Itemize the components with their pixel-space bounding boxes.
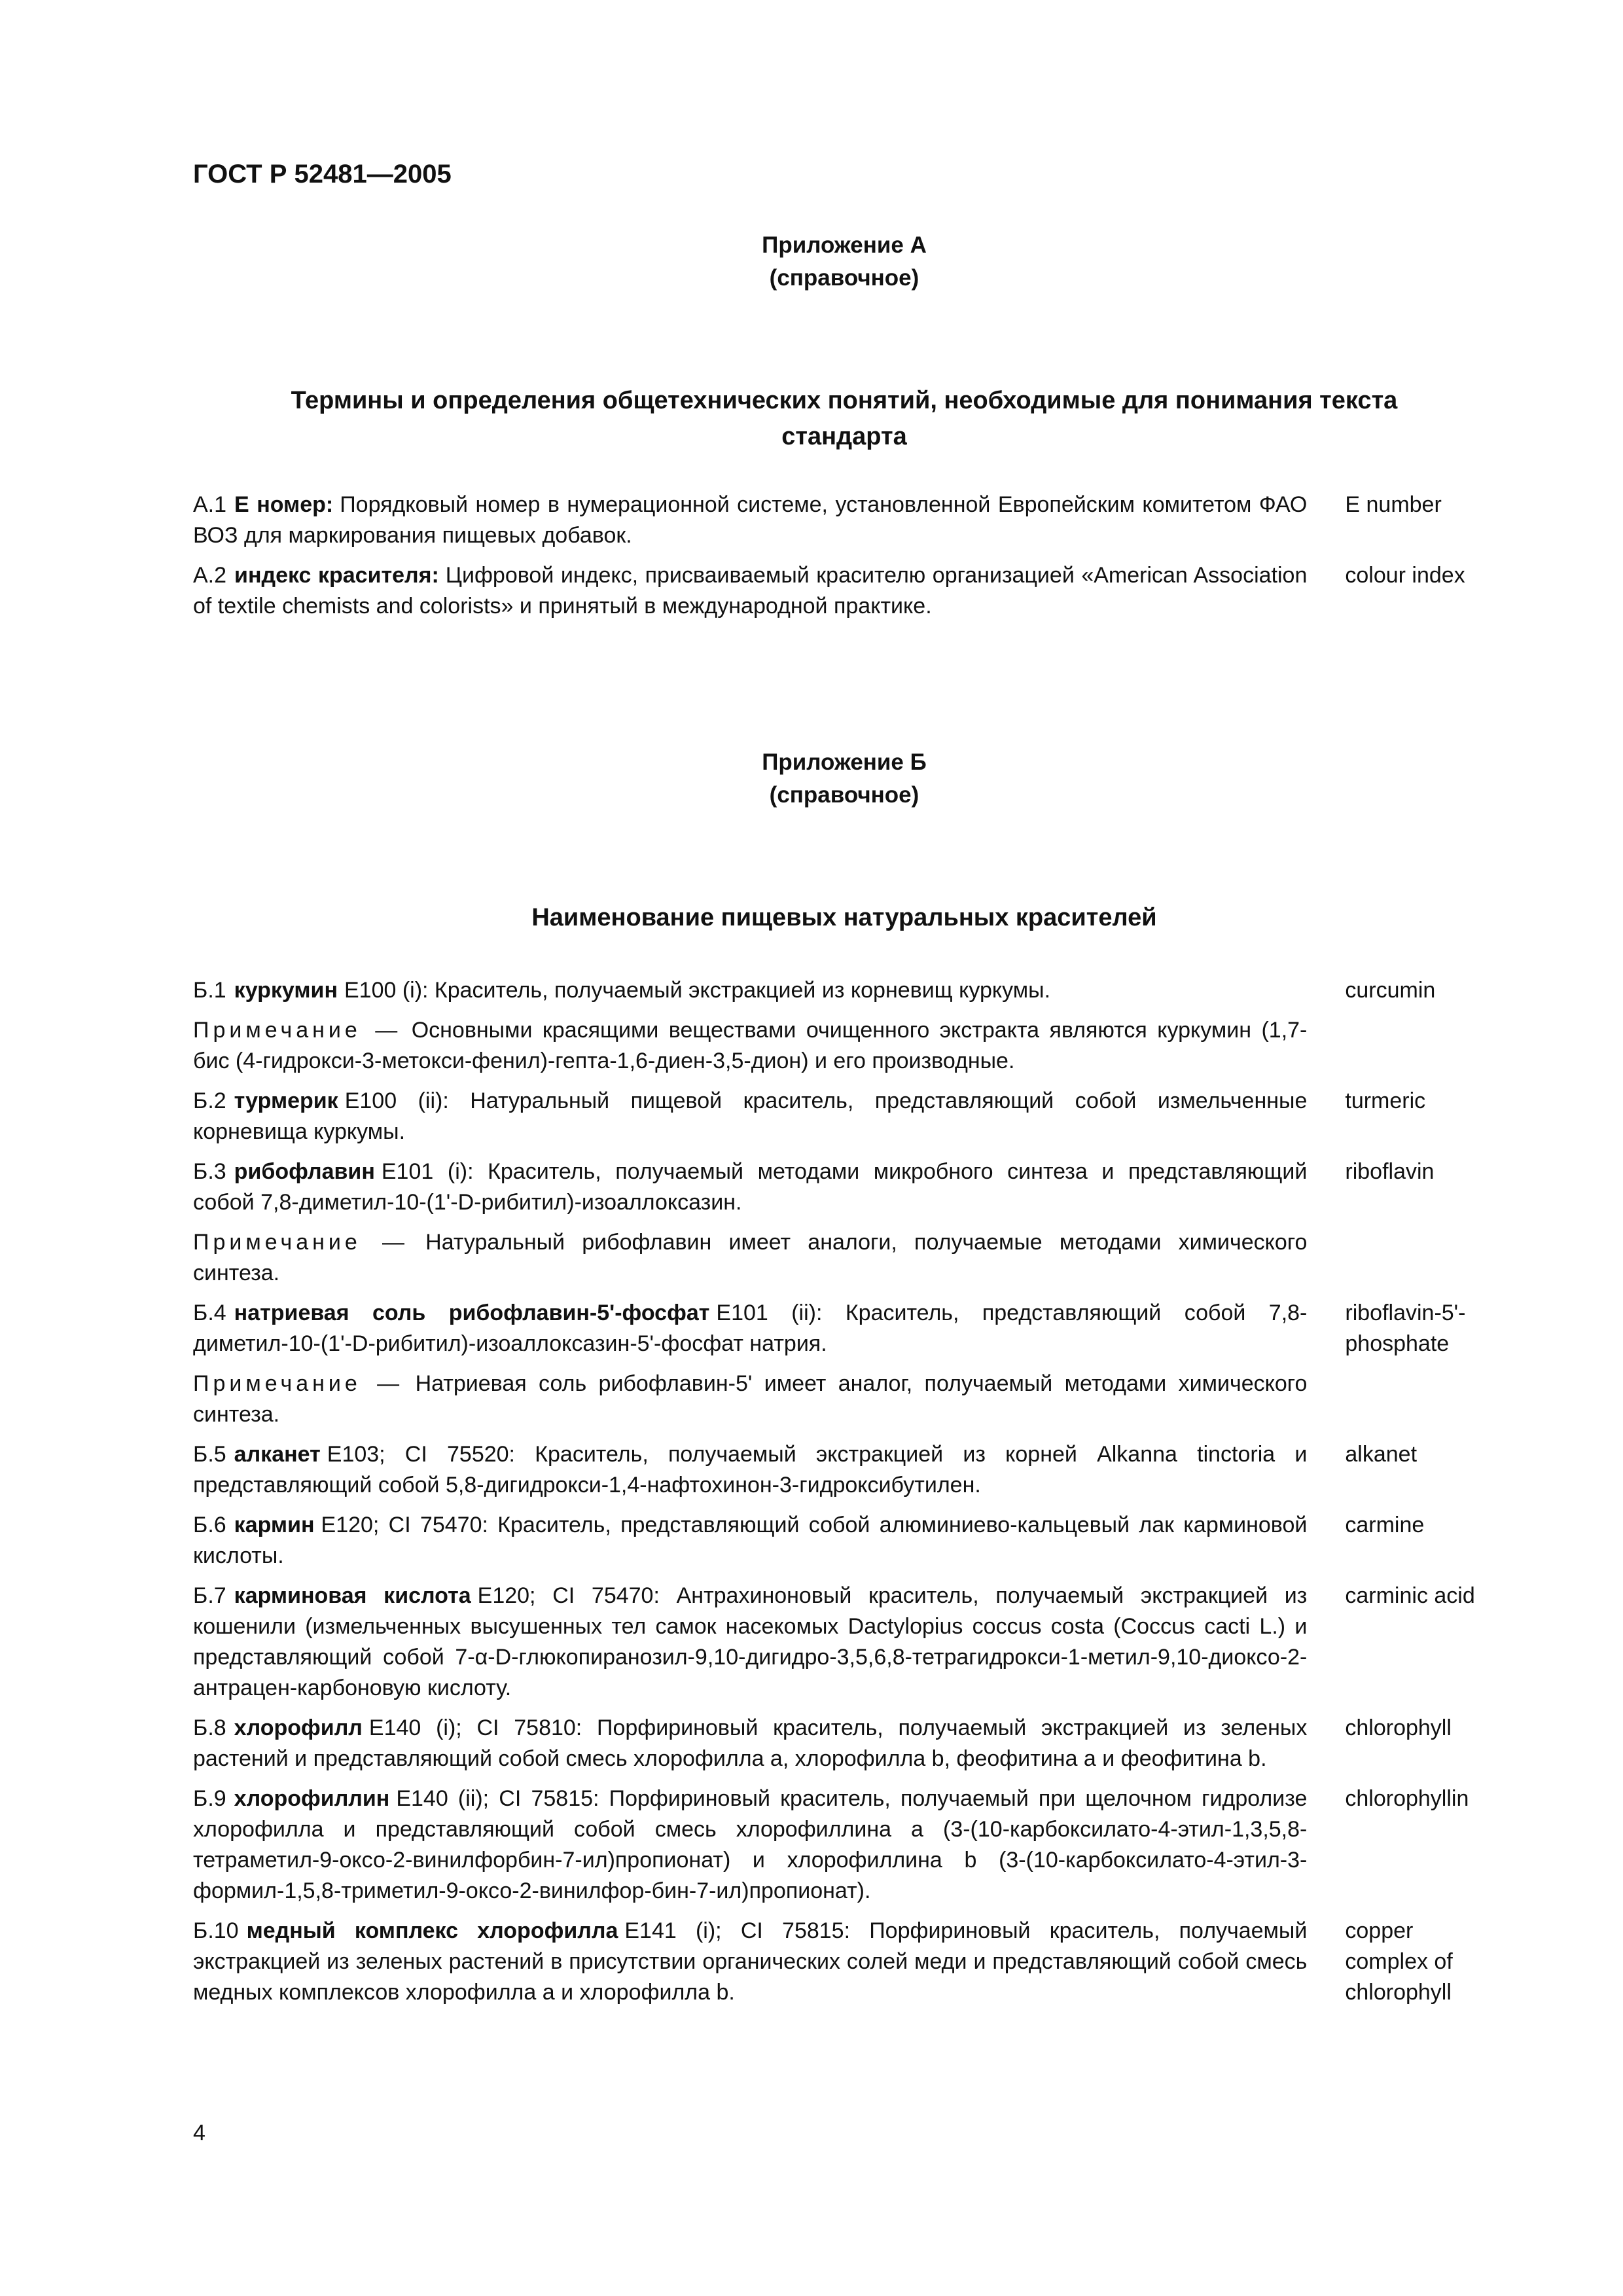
note-label: Примечание —: [193, 1018, 402, 1043]
entry-body: [193, 490, 1307, 551]
entry-english-term: curcumin: [1345, 978, 1436, 1003]
entry-number: А.2: [193, 563, 227, 588]
entry-term: рибофлавин: [234, 1159, 375, 1184]
entry-term: карминовая кислота: [234, 1583, 471, 1608]
appendix-a-title: Приложение А: [762, 232, 927, 258]
entry-body: [193, 1581, 1307, 1704]
entry-english-term: [1345, 1369, 1502, 1430]
entry-term: индекс красителя:: [234, 563, 439, 588]
note-text: Натуральный рибофлавин имеет аналоги, получаемые методами химического синтеза.: [193, 1230, 1308, 1285]
entry-english-term: [1345, 1015, 1502, 1077]
entry-number: Б.10: [193, 1918, 239, 1943]
entry-term: хлорофилл: [234, 1715, 363, 1740]
note-text: Основными красящими веществами очищенного экстракта являются куркумин (1,7-бис (4-гидрокси-3-метокси-фенил)-гепта-1,6-диен-3,5-дион) и его производные.: [193, 1018, 1308, 1073]
entry-number: Б.1: [193, 978, 226, 1003]
note-label: Примечание —: [193, 1230, 408, 1255]
appendix-b-entries: [193, 975, 1502, 2017]
entry-english-term: [1345, 1227, 1502, 1289]
term-entry: [193, 1157, 1502, 1218]
appendix-b-title: Приложение Б: [762, 749, 927, 775]
entry-english-term: E number: [1345, 492, 1442, 517]
note-label: Примечание —: [193, 1371, 404, 1396]
note-body: [193, 1227, 1307, 1289]
appendix-a-section-title: Термины и определения общетехнических понятий, необходимые для понимания текста стандарта: [291, 387, 1398, 450]
note-entry: [193, 1369, 1502, 1430]
entry-english-term: alkanet: [1345, 1442, 1418, 1467]
entry-term: натриевая соль рибофлавин-5'-фосфат: [234, 1300, 710, 1325]
entry-body: [193, 1713, 1307, 1774]
entry-number: Б.6: [193, 1513, 226, 1537]
entry-text: Е141 (i); CI 75815: Порфириновый краситель, получаемый экстракцией из зеленых растений в присутствии органических солей меди и представляющий собой смесь медных комплексов хлорофилла a и хлорофилла b.: [193, 1918, 1308, 2005]
entry-body: [193, 1510, 1307, 1571]
term-entry: [193, 1784, 1502, 1907]
appendix-a-subtitle: (справочное): [769, 265, 919, 291]
entry-text: Е101 (i): Краситель, получаемый методами микробного синтеза и представляющий собой 7,8-диметил-10-(1'-D-рибитил)-изоаллоксазин.: [193, 1159, 1308, 1215]
term-entry: [193, 560, 1502, 622]
entry-number: Б.3: [193, 1159, 226, 1184]
term-entry: [193, 1439, 1502, 1501]
entry-body: [193, 1916, 1307, 2008]
term-entry: [193, 1298, 1502, 1359]
entry-text: Е100 (ii): Натуральный пищевой краситель, представляющий собой измельченные корневища куркумы.: [193, 1088, 1308, 1144]
term-entry: [193, 1086, 1502, 1147]
term-entry: [193, 1713, 1502, 1774]
entry-english-term: carminic acid: [1345, 1583, 1475, 1608]
entry-text: Е120; CI 75470: Антрахиноновый краситель, получаемый экстракцией из кошенили (измельченных высушенных тел самок насекомых Dactylopius coccus costa (Coccus cacti L.) и представляющий собой 7-α-D-глюкопиранозил-9,10-дигидро-3,5,6,8-тетрагидрокси-1-метил-9,10-диоксо-2-антрацен-карбоновую кислоту.: [193, 1583, 1308, 1700]
entry-english-term: colour index: [1345, 563, 1465, 588]
entry-body: [193, 975, 1307, 1006]
entry-number: Б.2: [193, 1088, 226, 1113]
appendix-a-entries: [193, 490, 1502, 631]
entry-english-term: riboflavin-5'-phosphate: [1345, 1300, 1466, 1356]
entry-text: Е140 (i); CI 75810: Порфириновый краситель, получаемый экстракцией из зеленых растений и представляющий собой смесь хлорофилла a, хлорофилла b, феофитина a и феофитина b.: [193, 1715, 1308, 1771]
entry-english-term: riboflavin: [1345, 1159, 1435, 1184]
note-body: [193, 1369, 1307, 1430]
entry-text: Е140 (ii); CI 75815: Порфириновый краситель, получаемый при щелочном гидролизе хлорофилла и представляющий собой смесь хлорофиллина a (3-(10-карбоксилато-4-этил-1,3,5,8-тетраметил-9-оксо-2-винилфорбин-7-ил)пропионат) и хлорофиллина b (3-(10-карбоксилато-4-этил-3-формил-1,5,8-триметил-9-оксо-2-винилфор-бин-7-ил)пропионат).: [193, 1786, 1308, 1903]
entry-english-term: chlorophyll: [1345, 1715, 1452, 1740]
term-entry: [193, 490, 1502, 551]
note-entry: [193, 1015, 1502, 1077]
term-entry: [193, 1510, 1502, 1571]
entry-term: куркумин: [234, 978, 338, 1003]
entry-number: А.1: [193, 492, 227, 517]
entry-english-term: turmeric: [1345, 1088, 1426, 1113]
entry-body: [193, 1784, 1307, 1907]
entry-body: [193, 1157, 1307, 1218]
entry-text: Порядковый номер в нумерационной системе, установленной Европейским комитетом ФАО ВОЗ для маркирования пищевых добавок.: [193, 492, 1308, 548]
note-text: Натриевая соль рибофлавин-5' имеет аналог, получаемый методами химического синтеза.: [193, 1371, 1308, 1427]
entry-text: Е120; CI 75470: Краситель, представляющий собой алюминиево-кальцевый лак карминовой кислоты.: [193, 1513, 1308, 1568]
note-entry: [193, 1227, 1502, 1289]
entry-english-term: carmine: [1345, 1513, 1425, 1537]
entry-term: турмерик: [234, 1088, 338, 1113]
entry-term: алканет: [234, 1442, 321, 1467]
entry-number: Б.5: [193, 1442, 226, 1467]
entry-english-term: copper complex of chlorophyll: [1345, 1918, 1453, 2005]
note-body: [193, 1015, 1307, 1077]
appendix-b-heading: [193, 746, 1495, 812]
appendix-a-heading: [193, 229, 1495, 295]
entry-term: кармин: [234, 1513, 315, 1537]
term-entry: [193, 1581, 1502, 1704]
entry-number: Б.4: [193, 1300, 226, 1325]
entry-body: [193, 560, 1307, 622]
entry-body: [193, 1298, 1307, 1359]
entry-term: хлорофиллин: [234, 1786, 390, 1811]
appendix-b-subtitle: (справочное): [769, 782, 919, 808]
entry-term: Е номер:: [234, 492, 334, 517]
document-code: ГОСТ Р 52481—2005: [193, 160, 452, 188]
appendix-b-section-title: Наименование пищевых натуральных красителей: [531, 904, 1157, 931]
entry-text: Е100 (i): Краситель, получаемый экстракцией из корневищ куркумы.: [344, 978, 1051, 1003]
term-entry: [193, 975, 1502, 1006]
entry-english-term: chlorophyllin: [1345, 1786, 1469, 1811]
entry-body: [193, 1086, 1307, 1147]
entry-number: Б.8: [193, 1715, 226, 1740]
entry-text: Цифровой индекс, присваиваемый красителю организацией «American Association of textile chemists and colorists» и принятый в международной практике.: [193, 563, 1308, 619]
entry-body: [193, 1439, 1307, 1501]
entry-number: Б.7: [193, 1583, 226, 1608]
term-entry: [193, 1916, 1502, 2008]
entry-term: медный комплекс хлорофилла: [246, 1918, 618, 1943]
entry-text: Е103; CI 75520: Краситель, получаемый экстракцией из корней Alkanna tinctoria и представляющий собой 5,8-дигидрокси-1,4-нафтохинон-3-гидроксибутилен.: [193, 1442, 1308, 1498]
page-number: 4: [193, 2121, 205, 2145]
entry-text: Е101 (ii): Краситель, представляющий собой 7,8-диметил-10-(1'-D-рибитил)-изоаллоксазин-5'-фосфат натрия.: [193, 1300, 1308, 1356]
entry-number: Б.9: [193, 1786, 226, 1811]
